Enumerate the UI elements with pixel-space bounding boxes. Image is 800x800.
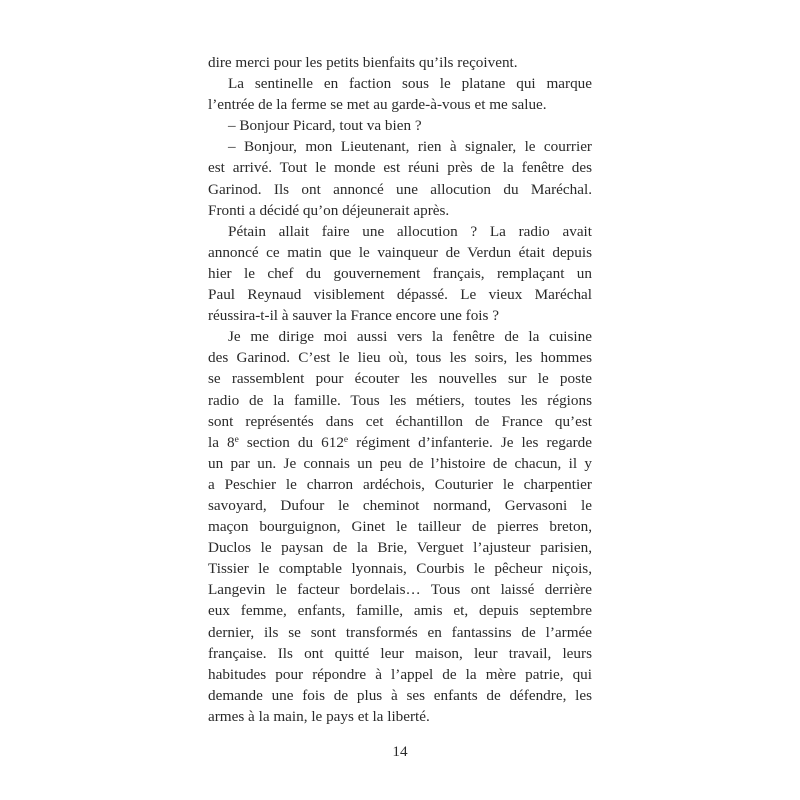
text-line: est arrivé. Tout le monde est réuni près de la fenêtre des [208,159,592,177]
text-line: un par un. Je connais un peu de l’histoire de chacun, il y [208,454,592,472]
text-line: maçon bourguignon, Ginet le tailleur de pierres breton, [208,518,592,536]
text-line: Duclos le paysan de la Brie, Verguet l’ajusteur parisien, [208,539,592,557]
page-number: 14 [392,743,408,760]
text-column [208,52,592,727]
text-line: – Bonjour Picard, tout va bien ? [228,117,422,135]
text-line: eux femme, enfants, famille, amis et, depuis septembre [208,602,592,620]
text-fragment: section du 612 [238,433,344,451]
text-line: Langevin le facteur bordelais… Tous ont laissé derrière [208,581,592,599]
text-line: Pétain allait faire une allocution ? La radio avait [228,222,592,240]
text-line: savoyard, Dufour le cheminot normand, Gervasoni le [208,496,592,514]
text-line: des Garinod. C’est le lieu où, tous les soirs, les hommes [208,349,592,367]
text-line: armes à la main, le pays et la liberté. [208,707,430,725]
text-line: Paul Reynaud visiblement dépassé. Le vieux Maréchal [208,286,592,304]
text-line: Je me dirige moi aussi vers la fenêtre de la cuisine [228,328,592,346]
text-line: française. Ils ont quitté leur maison, leur travail, leurs [208,644,592,662]
text-line: a Peschier le charron ardéchois, Couturier le charpentier [208,475,592,493]
text-line: se rassemblent pour écouter les nouvelles sur le poste [208,370,592,388]
text-line: Garinod. Ils ont annoncé une allocution du Maréchal. [208,180,592,198]
text-line: habitudes pour répondre à l’appel de la mère patrie, qui [208,665,592,683]
text-line: Fronti a décidé qu’on déjeunerait après. [208,201,450,219]
text-line [208,432,592,453]
text-line: dernier, ils se sont transformés en fantassins de l’armée [208,623,592,641]
text-line: hier le chef du gouvernement français, remplaçant un [208,264,592,282]
text-line: sont représentés dans cet échantillon de France qu’est [208,412,592,430]
text-line: réussira-t-il à sauver la France encore une fois ? [208,307,499,325]
text-line: l’entrée de la ferme se met au garde-à-vous et me salue. [208,96,547,114]
text-fragment: la 8 [208,433,235,451]
text-line: demande une fois de plus à ses enfants de défendre, les [208,686,592,704]
text-line: Tissier le comptable lyonnais, Courbis le pêcheur niçois, [208,560,592,578]
text-line: La sentinelle en faction sous le platane qui marque [228,75,592,93]
text-line: dire merci pour les petits bienfaits qu’ils reçoivent. [208,54,518,71]
text-fragment: régiment d’infanterie. Je les regarde [348,433,592,451]
text-line: radio de la famille. Tous les métiers, toutes les régions [208,391,592,409]
superscript: e [234,434,239,445]
superscript: e [343,434,349,445]
text-line: – Bonjour, mon Lieutenant, rien à signaler, le courrier [228,138,592,156]
text-line: annoncé ce matin que le vainqueur de Verdun était depuis [208,243,592,261]
